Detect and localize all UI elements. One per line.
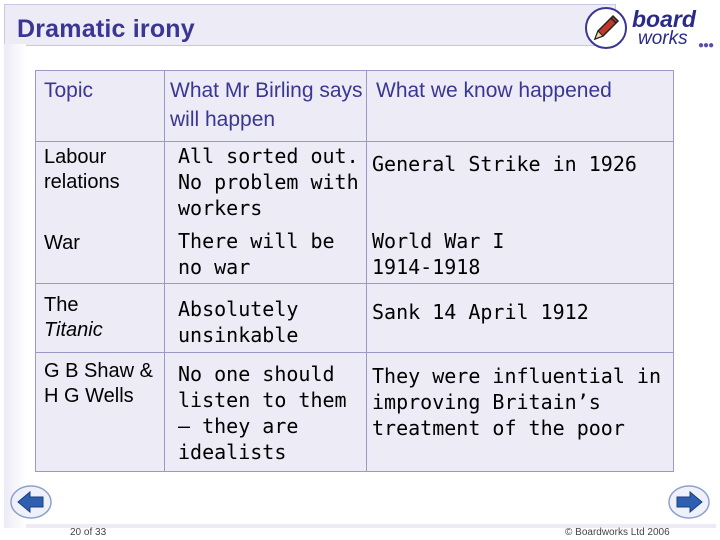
copyright-text: © Boardworks Ltd 2006 — [565, 527, 670, 538]
row2-birling: There will be no war — [178, 229, 335, 279]
title-bar — [4, 4, 616, 46]
row4-happened: They were influential in improving Britain’s treatment of the poor — [372, 364, 661, 440]
row2-topic: War — [44, 232, 80, 254]
row-divider — [36, 141, 673, 142]
header-happened: What we know happened — [376, 79, 612, 102]
column-divider — [164, 71, 165, 471]
row1-topic: Labour relations — [44, 146, 120, 193]
row-divider — [36, 283, 673, 284]
arrow-right-icon[interactable] — [668, 484, 710, 520]
boardworks-logo — [582, 4, 716, 60]
row3-topic — [44, 293, 160, 343]
page-title: Dramatic irony — [17, 15, 195, 43]
row3-topic-titanic: Titanic — [44, 319, 103, 341]
row4-birling: No one should listen to them – they are idealists — [178, 362, 347, 464]
header-topic: Topic — [44, 79, 94, 102]
arrow-left-icon[interactable] — [10, 484, 52, 520]
row1-birling: All sorted out. No problem with workers — [178, 144, 359, 220]
logo-dots: ●●● — [698, 40, 714, 51]
header-birling: What Mr Birling says will happen — [170, 79, 363, 132]
row2-happened: World War I 1914-1918 — [372, 229, 505, 279]
row3-topic-prefix: The — [44, 294, 79, 316]
page-number: 20 of 33 — [70, 527, 107, 538]
logo-text-board: board — [632, 6, 696, 32]
pencil-icon — [584, 6, 628, 50]
row1-happened: General Strike in 1926 — [372, 152, 637, 176]
logo-text-works: works — [638, 28, 688, 49]
row-divider — [36, 352, 673, 353]
row3-birling: Absolutely unsinkable — [178, 297, 299, 347]
row3-happened: Sank 14 April 1912 — [372, 300, 589, 324]
irony-table — [35, 70, 674, 472]
left-frame — [4, 44, 26, 528]
row4-topic: G B Shaw & H G Wells — [44, 360, 153, 407]
